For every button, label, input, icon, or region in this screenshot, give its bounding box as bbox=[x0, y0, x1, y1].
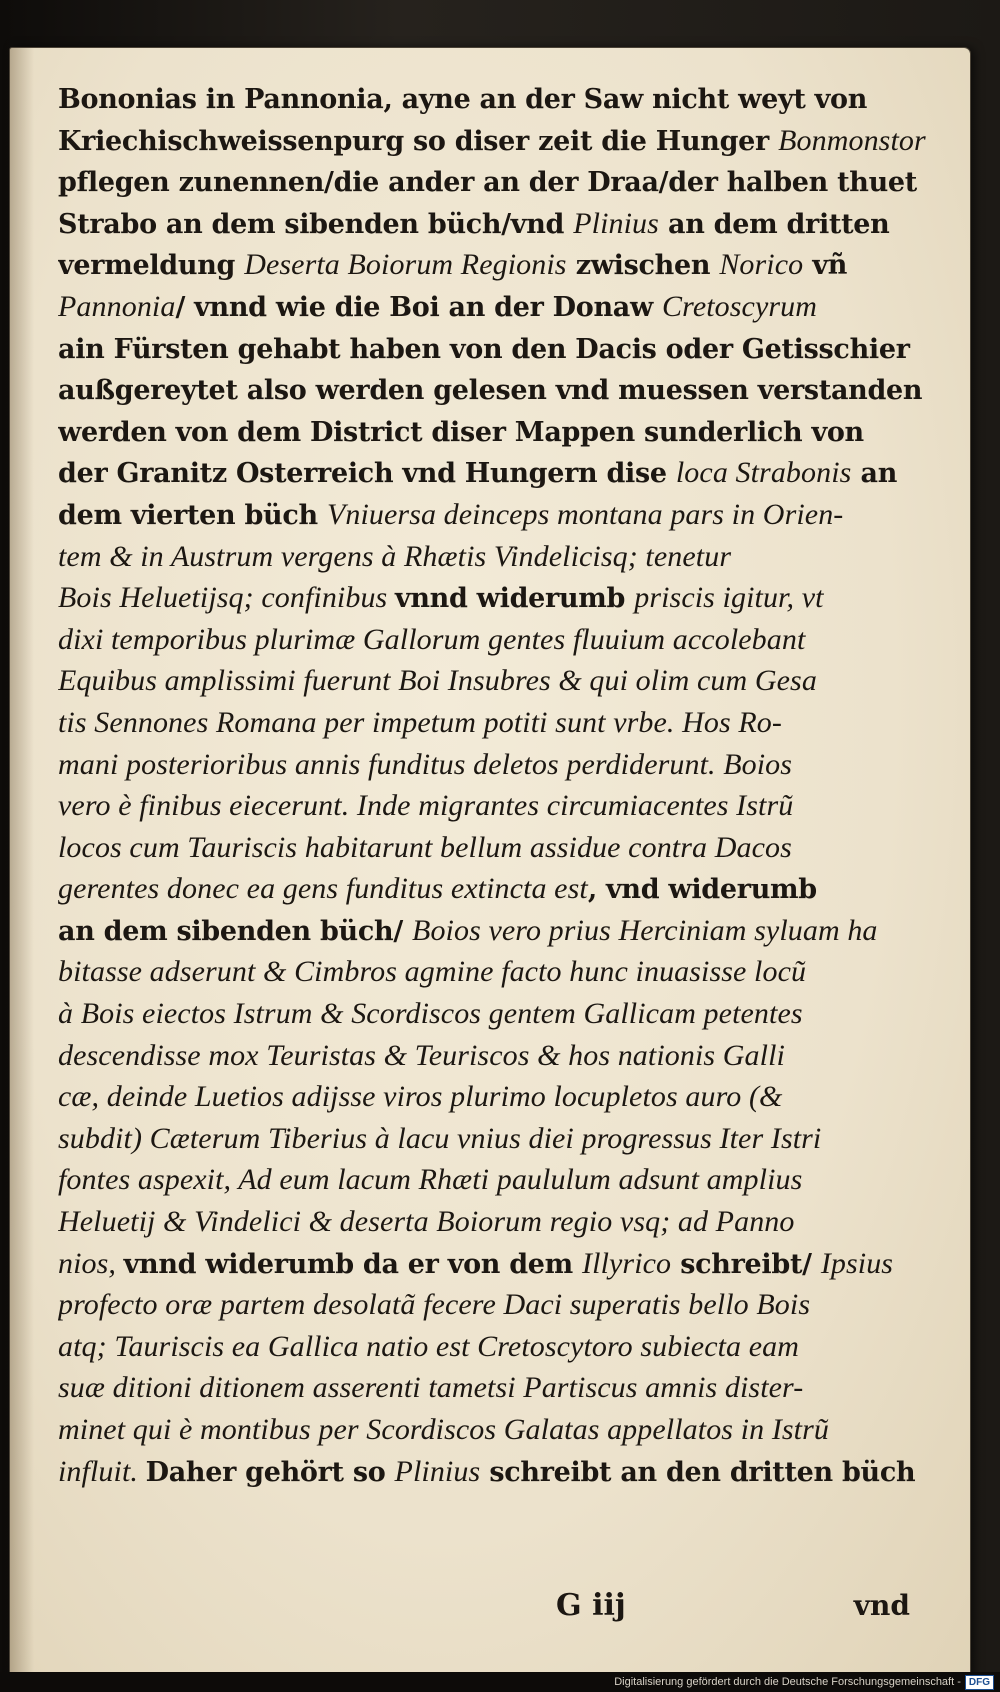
german-segment: an bbox=[851, 458, 898, 490]
text-line bbox=[58, 993, 934, 1035]
latin-segment: tis Sennones Romana per impetum potiti sunt vrbe. Hos Ro- bbox=[58, 705, 782, 739]
latin-segment: loca Strabonis bbox=[675, 456, 852, 490]
text-line bbox=[58, 1076, 934, 1118]
page-footer-line bbox=[58, 1584, 934, 1628]
latin-segment: Ipsius bbox=[820, 1246, 894, 1280]
text-line bbox=[58, 868, 934, 910]
german-segment: pflegen zunennen/die ander an der Draa/der halben thuet bbox=[58, 167, 917, 199]
latin-segment: vero è finibus eiecerunt. Inde migrantes circumiacentes Istrũ bbox=[58, 789, 794, 823]
latin-segment: subdit) Cæterum Tiberius à lacu vnius diei progressus Iter Istri bbox=[58, 1121, 822, 1155]
text-line bbox=[58, 910, 934, 952]
latin-segment: minet qui è montibus per Scordiscos Galatas appellatos in Istrũ bbox=[58, 1413, 829, 1446]
latin-segment: Bois Heluetijsq; confinibus bbox=[58, 581, 395, 615]
german-segment: vñ bbox=[803, 250, 848, 282]
credit-text: Digitalisierung gefördert durch die Deutsche Forschungsgemeinschaft - bbox=[614, 1676, 961, 1688]
german-segment: , vnd widerumb bbox=[587, 874, 817, 906]
text-line bbox=[58, 369, 934, 411]
latin-segment: fontes aspexit, Ad eum lacum Rhæti paululum adsunt amplius bbox=[58, 1163, 803, 1197]
latin-segment: Boios vero prius Herciniam syluam ha bbox=[412, 913, 878, 947]
text-line bbox=[58, 494, 934, 536]
latin-segment: Pannonia bbox=[58, 289, 176, 323]
german-segment: außgereytet also werden gelesen vnd muessen verstanden bbox=[58, 375, 923, 407]
german-segment: der Granitz Osterreich vnd Hungern dise bbox=[58, 458, 676, 490]
text-line bbox=[58, 536, 934, 578]
latin-segment: Plinius bbox=[573, 206, 659, 240]
text-line bbox=[58, 286, 934, 328]
latin-segment: Plinius bbox=[394, 1454, 481, 1488]
german-segment: / vnnd wie die Boi an der Donaw bbox=[175, 291, 663, 323]
latin-segment: gerentes donec ea gens funditus extincta est bbox=[58, 872, 588, 906]
text-line bbox=[58, 1035, 934, 1077]
text-line bbox=[58, 161, 934, 203]
latin-segment: Equibus amplissimi fuerunt Boi Insubres & qui olim cum Gesa bbox=[58, 664, 817, 698]
latin-segment: influit. bbox=[58, 1454, 146, 1488]
latin-segment: cæ, deinde Luetios adijsse viros plurimo locupletos auro (& bbox=[58, 1080, 783, 1114]
text-line bbox=[58, 1243, 934, 1285]
german-segment: , ayne an der Saw nicht weyt von bbox=[383, 84, 868, 115]
text-line bbox=[58, 411, 934, 453]
latin-segment: locos cum Tauriscis habitarunt bellum assidue contra Dacos bbox=[58, 830, 792, 864]
german-segment: Daher gehört so bbox=[145, 1456, 395, 1488]
text-line bbox=[58, 1201, 934, 1243]
text-line bbox=[58, 1326, 934, 1368]
latin-segment: Bonmonstor bbox=[778, 123, 926, 157]
text-line bbox=[58, 827, 934, 869]
text-line bbox=[58, 1409, 934, 1451]
text-line bbox=[58, 619, 934, 661]
text-line bbox=[58, 328, 934, 370]
german-segment: vnnd widerumb bbox=[394, 583, 635, 615]
latin-segment: tem & in Austrum vergens à Rhætis Vindelicisq; tenetur bbox=[58, 539, 732, 573]
text-line bbox=[58, 452, 934, 494]
text-line bbox=[58, 951, 934, 993]
body-text bbox=[58, 78, 934, 1492]
text-line bbox=[58, 1159, 934, 1201]
latin-segment: atq; Tauriscis ea Gallica natio est Cretoscytoro subiecta eam bbox=[58, 1329, 800, 1363]
digitization-credit bbox=[614, 1674, 994, 1690]
latin-segment: bitasse adserunt & Cimbros agmine facto hunc inuasisse locũ bbox=[58, 955, 807, 989]
text-line bbox=[58, 120, 934, 162]
latin-segment: Cretoscyrum bbox=[662, 289, 818, 323]
latin-segment: dixi temporibus plurimæ Gallorum gentes fluuium accolebant bbox=[58, 622, 806, 656]
latin-segment: nios, bbox=[58, 1246, 124, 1280]
text-line bbox=[58, 1367, 934, 1409]
latin-segment: priscis igitur, vt bbox=[634, 581, 824, 615]
latin-segment: suæ ditioni ditionem asserenti tametsi Partiscus amnis dister- bbox=[58, 1371, 804, 1405]
german-segment: Strabo an dem sibenden büch/vnd bbox=[58, 208, 574, 240]
signature-mark: G iij bbox=[556, 1588, 626, 1623]
catchword: vnd bbox=[853, 1589, 910, 1622]
latin-segment: Deserta Boiorum Regionis bbox=[244, 248, 567, 282]
latin-segment: descendisse mox Teuristas & Teuriscos & hos nationis Galli bbox=[58, 1038, 785, 1072]
german-segment: an dem dritten bbox=[658, 208, 890, 240]
german-segment: Kriechischweissenpurg so diser zeit die Hunger bbox=[58, 125, 779, 157]
text-line bbox=[58, 203, 934, 245]
text-line bbox=[58, 744, 934, 786]
german-segment: Bononias in Pannonia bbox=[58, 84, 384, 115]
latin-segment: profecto oræ partem desolatã fecere Daci superatis bello Bois bbox=[58, 1288, 811, 1322]
german-segment: werden von dem District diser Mappen sunderlich von bbox=[58, 416, 864, 448]
german-segment: dem vierten büch bbox=[58, 499, 327, 531]
german-segment: schreibt an den dritten büch bbox=[480, 1456, 916, 1488]
german-segment: ain Fürsten gehabt haben von den Dacis oder Getisschier bbox=[58, 333, 910, 365]
text-line bbox=[58, 78, 934, 120]
text-line bbox=[58, 660, 934, 702]
text-line bbox=[58, 577, 934, 619]
book-page bbox=[10, 48, 970, 1680]
dfg-logo-icon: DFG bbox=[965, 1675, 994, 1690]
latin-segment: Heluetij & Vindelici & deserta Boiorum regio vsq; ad Panno bbox=[58, 1205, 795, 1239]
text-line bbox=[58, 1284, 934, 1326]
latin-segment: mani posterioribus annis funditus deletos perdiderunt. Boios bbox=[58, 747, 793, 781]
text-line bbox=[58, 1451, 934, 1493]
latin-segment: Illyrico bbox=[582, 1246, 672, 1280]
latin-segment: Norico bbox=[719, 248, 804, 282]
german-segment: vermeldung bbox=[58, 250, 245, 282]
latin-segment: à Bois eiectos Istrum & Scordiscos gentem Gallicam petentes bbox=[58, 997, 803, 1031]
german-segment: an dem sibenden büch/ bbox=[58, 915, 413, 947]
german-segment: zwischen bbox=[566, 250, 720, 282]
text-line bbox=[58, 702, 934, 744]
german-segment: schreibt/ bbox=[671, 1248, 821, 1280]
latin-segment: Vniuersa deinceps montana pars in Orien- bbox=[326, 497, 844, 531]
text-line bbox=[58, 785, 934, 827]
text-line bbox=[58, 244, 934, 286]
german-segment: vnnd widerumb da er von dem bbox=[123, 1248, 583, 1280]
text-line bbox=[58, 1118, 934, 1160]
